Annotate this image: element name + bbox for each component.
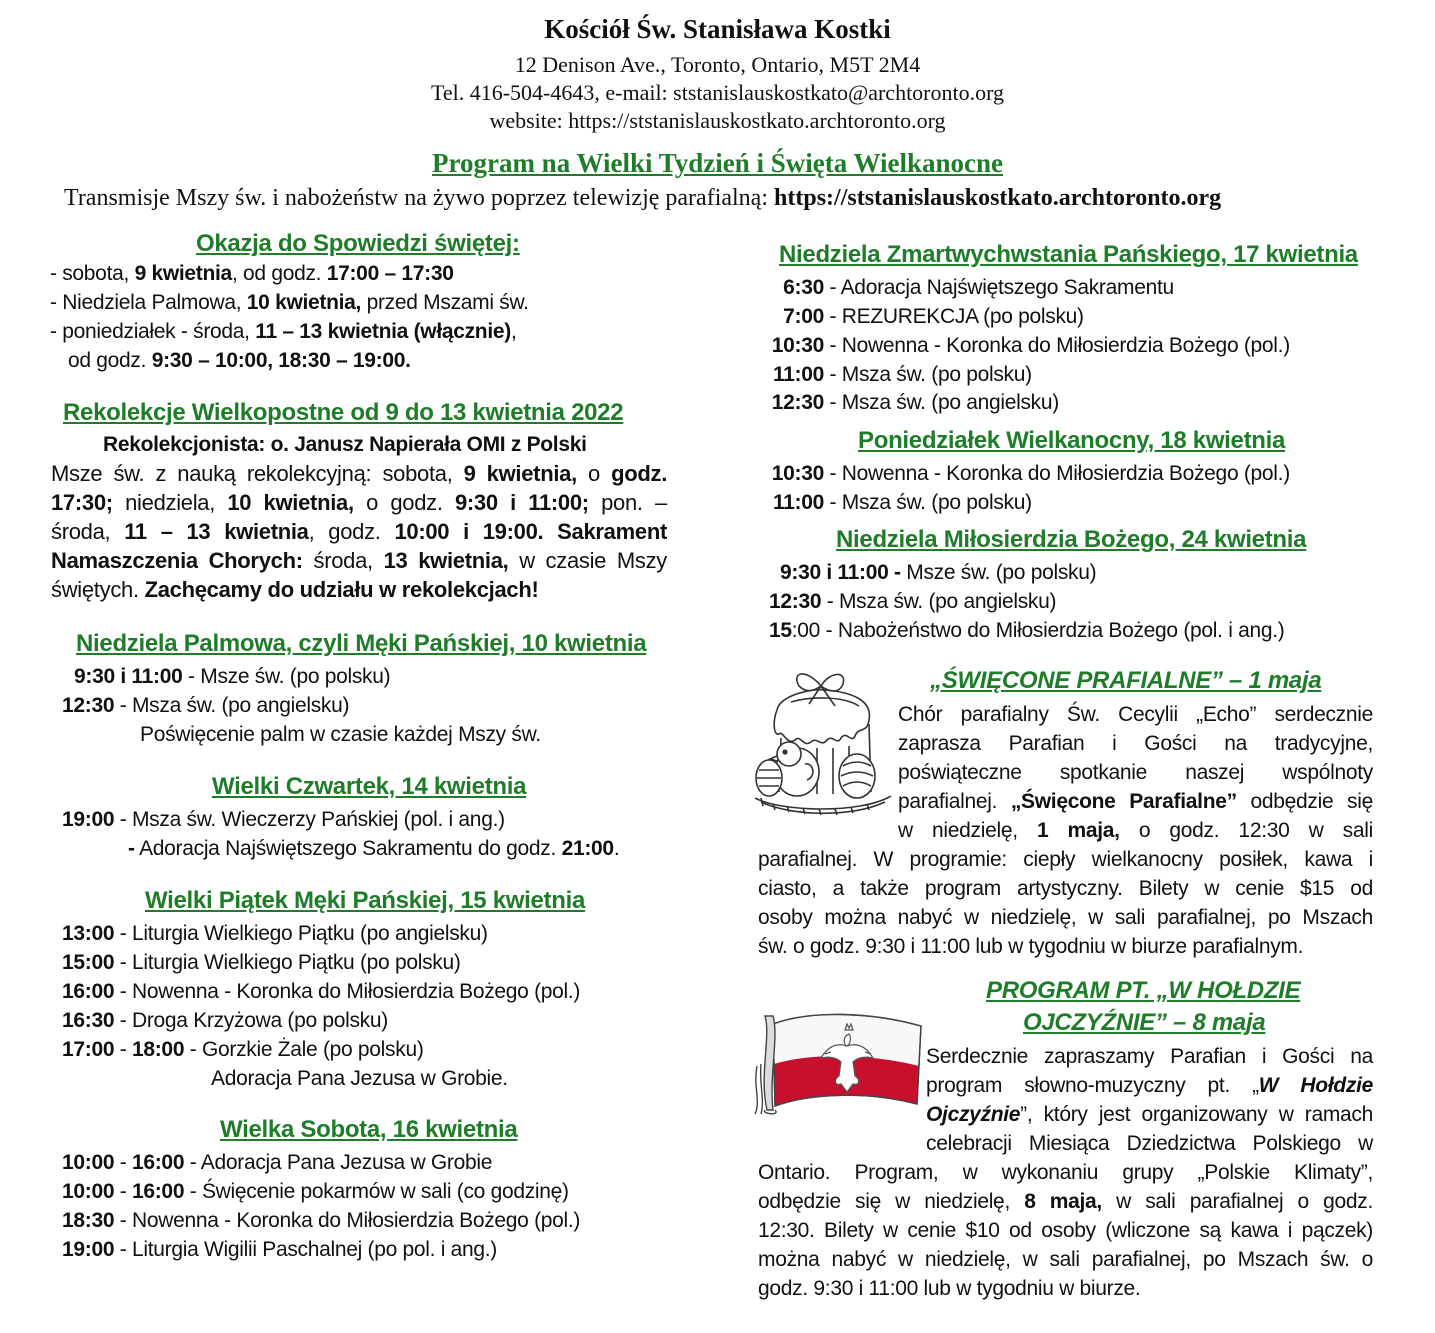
confession-line-1: - sobota, 9 kwietnia, od godz. 17:00 – 17:30 (50, 262, 454, 285)
holy-saturday-row-1: 10:00 - 16:00 - Adoracja Pana Jezusa w Grobie (62, 1151, 493, 1174)
church-address: 12 Denison Ave., Toronto, Ontario, M5T 2M4 (514, 52, 921, 77)
church-website: website: https://ststanislauskostkato.archtoronto.org (489, 108, 946, 133)
hold-line-3: Ojczyźnie”, który jest organizowany w ramach (926, 1103, 1373, 1126)
good-friday-row-6: Adoracja Pana Jezusa w Grobie. (211, 1067, 508, 1090)
swiecone-line-6: parafialnej. W programie: ciepły wielkanocny posiłek, kawa i (758, 848, 1373, 871)
good-friday-row-4: 16:30 - Droga Krzyżowa (po polsku) (62, 1009, 388, 1032)
swiecone-line-2: zaprasza Parafian i Gości na tradycyjne, (898, 732, 1373, 755)
palm-sunday-title: Niedziela Palmowa, czyli Męki Pańskiej, 10 kwietnia (76, 630, 647, 657)
hold-line-1: Serdecznie zapraszamy Parafian i Gości na (926, 1045, 1373, 1068)
hold-line-4: celebracji Miesiąca Dziedzictwa Polskiego w (926, 1132, 1373, 1155)
hold-line-8: można nabyć w niedzielę, w sali parafialnej, po Mszach św. o (758, 1248, 1373, 1271)
divine-mercy-row-1: 9:30 i 11:00 - Msze św. (po polsku) (780, 561, 1097, 584)
confession-title: Okazja do Spowiedzi świętej: (196, 230, 520, 257)
polish-flag-eagle-illustration (751, 1006, 925, 1118)
hold-title-line-1: PROGRAM PT. „W HOŁDZIE (986, 977, 1301, 1004)
hold-line-9: godz. 9:30 i 11:00 lub w tygodniu w biurze. (758, 1277, 1141, 1300)
swiecone-line-7: ciasto, a także program artystyczny. Bilety w cenie $15 od (758, 877, 1373, 900)
easter-monday-title: Poniedziałek Wielkanocny, 18 kwietnia (858, 427, 1286, 454)
divine-mercy-row-2: 12:30 - Msza św. (po angielsku) (769, 590, 1057, 613)
swiecone-line-8: osoby można nabyć w niedzielę, w sali parafialnej, po Mszach (758, 906, 1373, 929)
holy-thursday-row-1: 19:00 - Msza św. Wieczerzy Pańskiej (pol. i ang.) (62, 808, 505, 831)
holy-saturday-row-4: 19:00 - Liturgia Wigilii Paschalnej (po pol. i ang.) (62, 1238, 497, 1261)
transmission-url: https://ststanislauskostkato.archtoronto.org (774, 185, 1222, 211)
retreat-leader: Rekolekcjonista: o. Janusz Napierała OMI z Polski (103, 433, 587, 456)
easter-sunday-title: Niedziela Zmartwychwstania Pańskiego, 17 kwietnia (779, 241, 1358, 268)
divine-mercy-title: Niedziela Miłosierdzia Bożego, 24 kwietnia (836, 526, 1307, 553)
retreat-line-3: środa, 11 – 13 kwietnia, godz. 10:00 i 19:00. Sakrament (51, 519, 667, 544)
church-name: Kościół Św. Stanisława Kostki (544, 14, 891, 44)
hold-line-2: program słowno-muzyczny pt. „W Hołdzie (926, 1074, 1373, 1097)
retreat-title: Rekolekcje Wielkopostne od 9 do 13 kwietnia 2022 (63, 399, 624, 426)
hold-line-5: Ontario. Program, w wykonaniu grupy „Polskie Klimaty”, (758, 1161, 1373, 1184)
retreat-line-1: Msze św. z nauką rekolekcyjną: sobota, 9 kwietnia, o godz. (51, 461, 668, 486)
divine-mercy-row-3: 15:00 - Nabożeństwo do Miłosierdzia Bożego (pol. i ang.) (769, 619, 1285, 642)
church-contact: Tel. 416-504-4643, e-mail: ststanislauskostkato@archtoronto.org (430, 80, 1005, 105)
retreat-line-4: Namaszczenia Chorych: środa, 13 kwietnia, w czasie Mszy (51, 548, 667, 573)
swiecone-line-3: poświąteczne spotkanie naszej wspólnoty (898, 761, 1373, 784)
swiecone-line-4: parafialnej. „Święcone Parafialne” odbędzie się (898, 790, 1374, 813)
holy-saturday-row-3: 18:30 - Nowenna - Koronka do Miłosierdzia Bożego (pol.) (62, 1209, 581, 1232)
swiecone-line-5: w niedzielę, 1 maja, o godz. 12:30 w sali (898, 819, 1373, 842)
easter-monday-row-1: 10:30 - Nowenna - Koronka do Miłosierdzia Bożego (pol.) (771, 462, 1290, 485)
program-title: Program na Wielki Tydzień i Święta Wielkanocne (431, 148, 1004, 178)
retreat-line-2: 17:30; niedziela, 10 kwietnia, o godz. 9:30 i 11:00; pon. – (51, 490, 667, 515)
confession-line-2: - Niedziela Palmowa, 10 kwietnia, przed Mszami św. (50, 291, 529, 314)
holy-thursday-row-2: - Adoracja Najświętszego Sakramentu do godz. 21:00. (128, 837, 620, 860)
good-friday-row-1: 13:00 - Liturgia Wielkiego Piątku (po angielsku) (62, 922, 488, 945)
hold-line-7: 12:30. Bilety w cenie $10 od osoby (wliczone są kawa i pączek) (758, 1219, 1373, 1242)
good-friday-row-5: 17:00 - 18:00 - Gorzkie Żale (po polsku) (62, 1038, 424, 1061)
good-friday-row-3: 16:00 - Nowenna - Koronka do Miłosierdzia Bożego (pol.) (62, 980, 581, 1003)
swiecone-title: „ŚWIĘCONE PRAFIALNE” – 1 maja (930, 667, 1322, 694)
holy-saturday-row-2: 10:00 - 16:00 - Święcenie pokarmów w sali (co godzinę) (62, 1180, 569, 1203)
holy-thursday-title: Wielki Czwartek, 14 kwietnia (212, 773, 527, 800)
hold-title-line-2: OJCZYŹNIE” – 8 maja (1023, 1009, 1266, 1036)
easter-sunday-row-5: 12:30 - Msza św. (po angielsku) (771, 391, 1059, 414)
palm-sunday-row-2: 12:30 - Msza św. (po angielsku) (62, 694, 350, 717)
easter-sunday-row-3: 10:30 - Nowenna - Koronka do Miłosierdzia Bożego (pol.) (771, 334, 1290, 357)
easter-cake-chick-illustration (751, 664, 893, 824)
swiecone-line-1: Chór parafialny Św. Cecylii „Echo” serdecznie (898, 703, 1373, 726)
transmission-note (64, 185, 1424, 212)
palm-sunday-note: Poświęcenie palm w czasie każdej Mszy św. (140, 723, 541, 746)
good-friday-title: Wielki Piątek Męki Pańskiej, 15 kwietnia (145, 887, 586, 914)
easter-monday-row-2: 11:00 - Msza św. (po polsku) (772, 491, 1032, 514)
easter-sunday-row-4: 11:00 - Msza św. (po polsku) (772, 363, 1032, 386)
transmission-text: Transmisje Mszy św. i nabożeństw na żywo poprzez telewizję parafialną: (64, 185, 775, 211)
swiecone-line-9: św. o godz. 9:30 i 11:00 lub w tygodniu w biurze parafialnym. (758, 935, 1304, 958)
good-friday-row-2: 15:00 - Liturgia Wielkiego Piątku (po polsku) (62, 951, 461, 974)
hold-line-6: odbędzie się w niedzielę, 8 maja, w sali parafialnej o godz. (758, 1190, 1373, 1213)
retreat-line-5: świętych. Zachęcamy do udziału w rekolekcjach! (51, 577, 539, 602)
palm-sunday-row-1: 9:30 i 11:00 - Msze św. (po polsku) (74, 665, 391, 688)
confession-line-3: - poniedziałek - środa, 11 – 13 kwietnia (włącznie), (50, 320, 517, 343)
easter-sunday-row-1: 6:30 - Adoracja Najświętszego Sakramentu (783, 276, 1174, 299)
holy-saturday-title: Wielka Sobota, 16 kwietnia (220, 1116, 518, 1143)
confession-line-4: od godz. 9:30 – 10:00, 18:30 – 19:00. (68, 349, 411, 372)
easter-sunday-row-2: 7:00 - REZUREKCJA (po polsku) (783, 305, 1084, 328)
